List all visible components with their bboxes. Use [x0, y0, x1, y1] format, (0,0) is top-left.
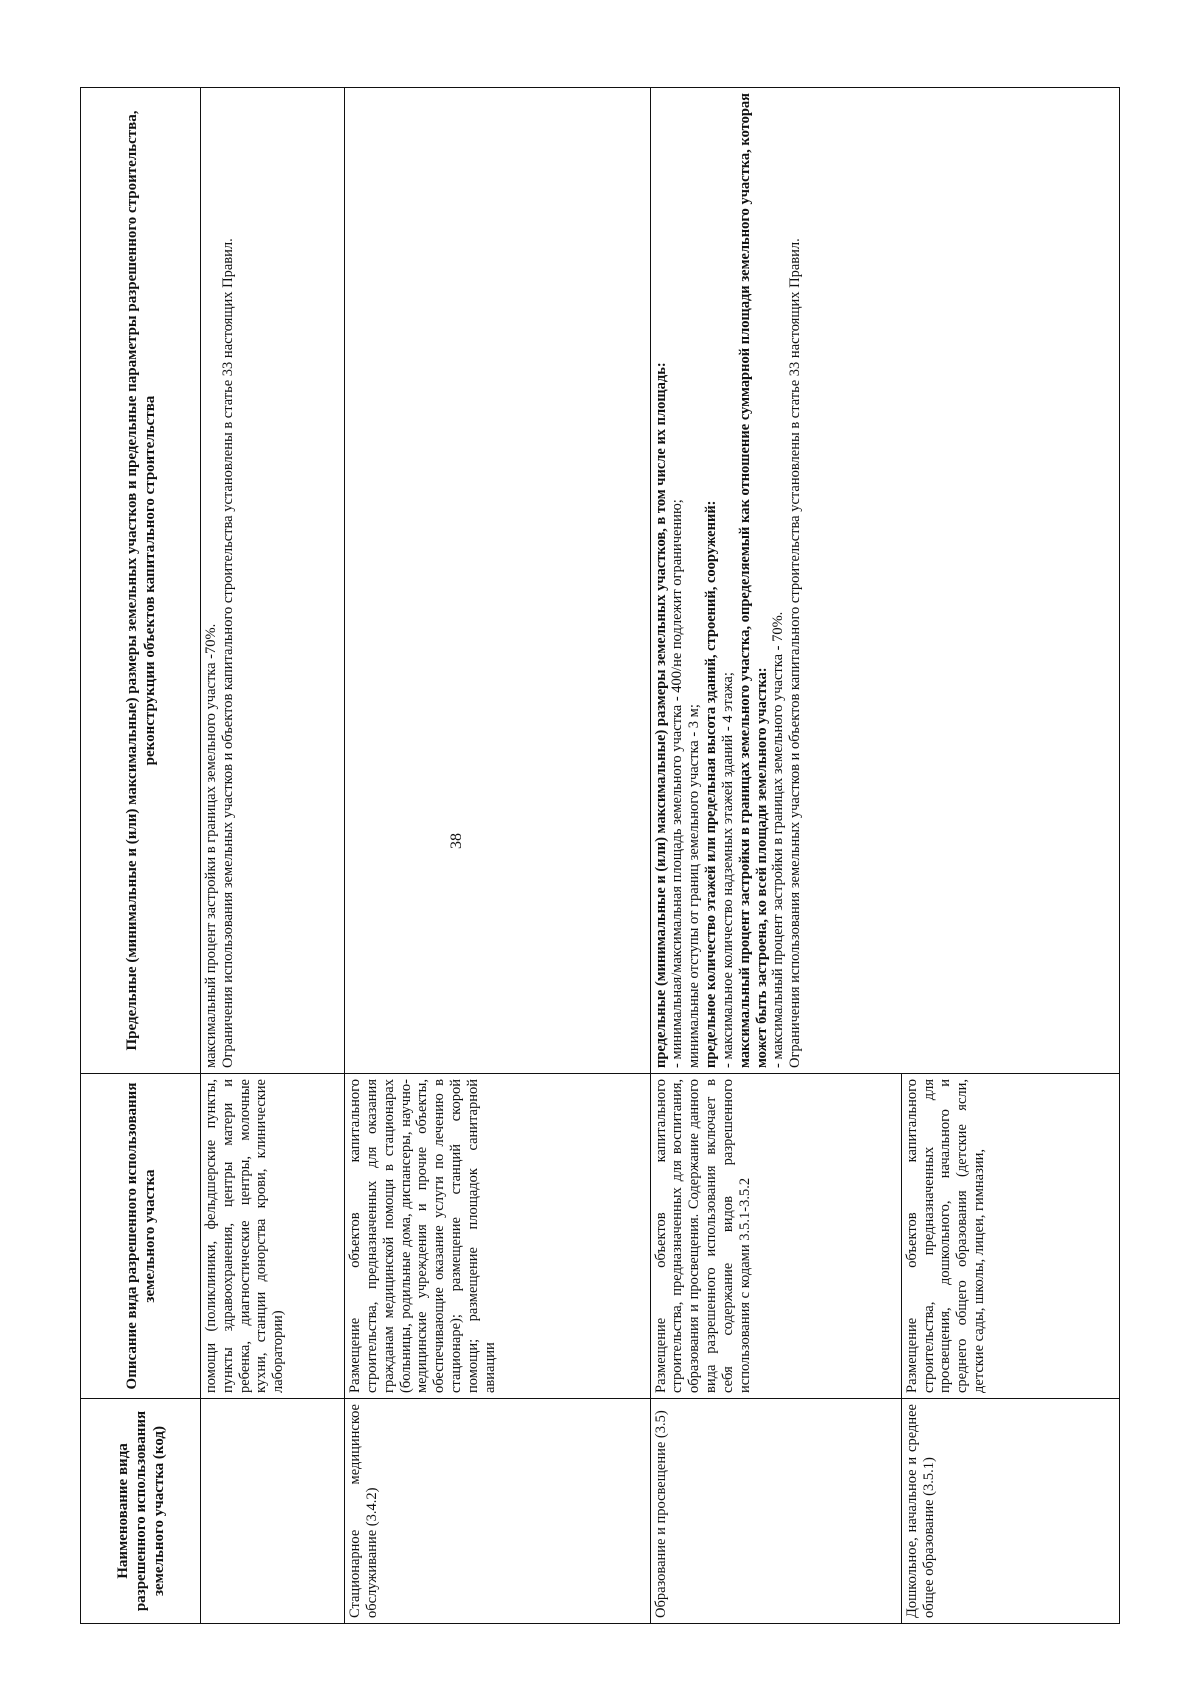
regulations-table — [80, 87, 1120, 1624]
row-description: Размещение объектов капитального строительства, предназначенных для просвещения, дошкольного, начального и среднего общего образования (детские ясли, детские сады, школы, лицеи, гимназии, — [901, 1074, 1119, 1399]
row-params — [345, 88, 651, 1074]
param-line: - максимальное количество надземных этажей зданий - 4 этажа; — [719, 672, 736, 1068]
row-name: Образование и просвещение (3.5) — [650, 1399, 901, 1624]
row-description: помощи (поликлиники, фельдшерские пункты, пункты здравоохранения, центры матери и ребенка, диагностические центры, молочные кухни, станции донорства крови, клинические лаборатории) — [201, 1074, 345, 1399]
row-name: Стационарное медицинское обслуживание (3.4.2) — [345, 1399, 651, 1624]
table-row — [201, 88, 345, 1624]
row-description: Размещение объектов капитального строительства, предназначенных для воспитания, образования и просвещения. Содержание данного вида разрешенного использования включает в себя содержание видов разрешенного использования с кодами 3.5.1-3.5.2 — [650, 1074, 901, 1399]
param-line: предельное количество этажей или предельная высота зданий, строений, сооружений: — [703, 500, 720, 1068]
param-line: Ограничения использования земельных участков и объектов капитального строительства установлены в статье 33 настоящих Правил. — [787, 238, 804, 1068]
table-header-row — [81, 88, 201, 1624]
row-params — [650, 88, 1119, 1074]
row-params — [201, 88, 345, 1074]
table-row — [345, 88, 651, 1624]
param-line: максимальный процент застройки в границах земельного участка, определяемый как отношение суммарной площади земельного участка, которая может быть застроена, ко всей площади земельного участка: — [736, 93, 770, 1068]
table-row — [650, 88, 901, 1624]
row-name — [201, 1399, 345, 1624]
row-description: Размещение объектов капитального строительства, предназначенных для оказания гражданам медицинской помощи в стационарах (больницы, родильные дома, диспансеры, научно-медицинские учреждения и прочие объекты, обеспечивающие оказание услуги по лечению в стационаре); размещение станций скорой помощи; размещение площадок санитарной авиации — [345, 1074, 651, 1399]
header-description: Описание вида разрешенного использования земельного участка — [81, 1074, 201, 1399]
param-line: максимальный процент застройки в границах земельного участка -70%. — [203, 623, 219, 1068]
rotated-page — [80, 88, 1120, 1624]
param-line: - минимальная/максимальная площадь земельного участка - 400/не подлежит ограничению; — [669, 499, 686, 1068]
param-line: минимальные отступы от границ земельного участка - 3 м; — [686, 704, 703, 1068]
header-name: Наименование вида разрешенного использования земельного участка (код) — [81, 1399, 201, 1624]
row-name: Дошкольное, начальное и среднее общее образование (3.5.1) — [901, 1399, 1119, 1624]
param-line: предельные (минимальные и (или) максимальные) размеры земельных участков, в том числе их площадь: — [652, 362, 669, 1068]
param-line: - максимальный процент застройки в границах земельного участка - 70%. — [770, 611, 787, 1068]
page-number: 38 — [448, 833, 465, 849]
header-params: Предельные (минимальные и (или) максимальные) размеры земельных участков и предельные параметры разрешенного строительства, реконструкции объектов капитального строительства — [81, 88, 201, 1074]
param-line: Ограничения использования земельных участков и объектов капитального строительства установлены в статье 33 настоящих Правил. — [219, 238, 236, 1068]
